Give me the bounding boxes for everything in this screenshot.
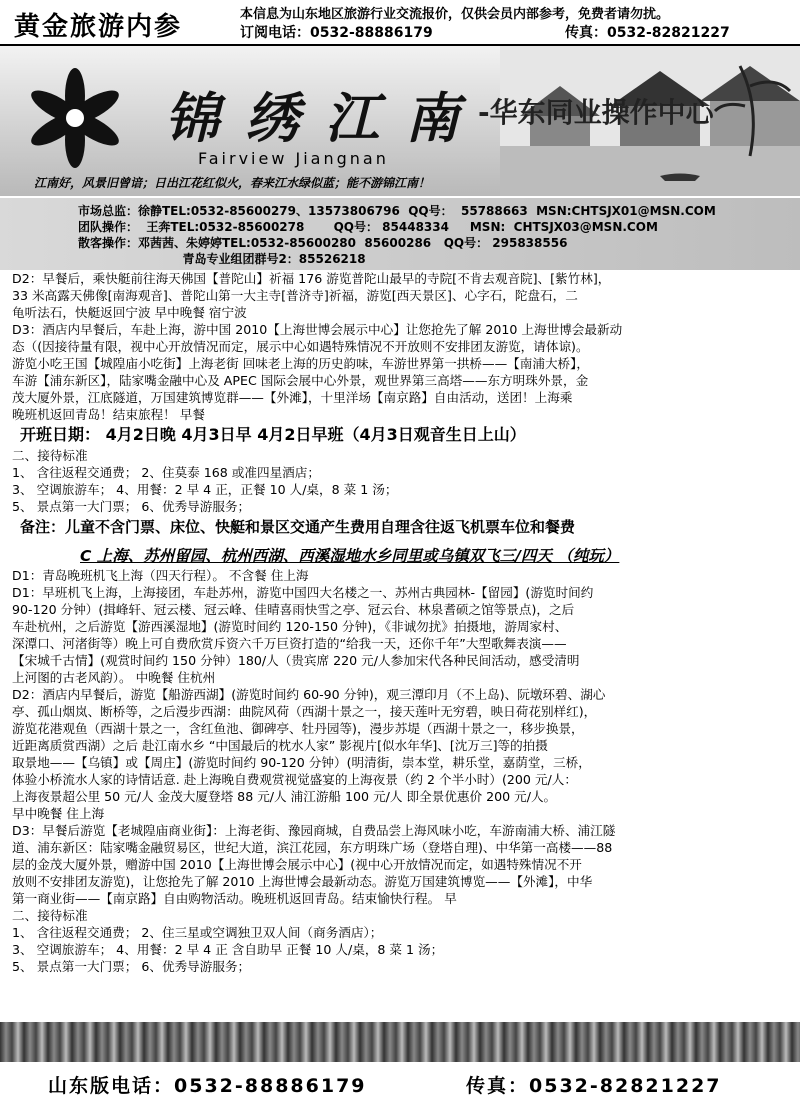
itinerary-line: 90-120 分钟）(揖峰轩、冠云楼、冠云峰、佳晴喜雨快雪之亭、冠云台、林泉耆硕之馆等景点)，之后 — [12, 602, 575, 617]
itinerary-line: 早中晚餐 住上海 — [12, 806, 105, 821]
lotus-logo-icon — [20, 68, 130, 168]
itinerary-line: 车赴杭州，之后游览【游西溪湿地】(游览时间约 120-150 分钟)，《非诚勿扰》拍摄地，游周家村、 — [12, 619, 568, 634]
order-phone: 订阅电话：0532-88886179 — [240, 25, 433, 41]
itinerary-line: 近距离质赏西湖）之后 赴江南水乡 “中国最后的枕水人家” 影视片[似水年华]、[沈万三]等的拍摄 — [12, 738, 548, 753]
itinerary-line: 茂大厦外景，江底隧道，万国建筑博览群——【外滩】，十里洋场【南京路】自由活动，送团！上海乘 — [12, 390, 573, 405]
footer-bar — [0, 1066, 800, 1100]
itinerary-line: D3：早餐后游览【老城隍庙商业街】：上海老街、豫园商城，自费品尝上海风味小吃，车游南浦大桥、浦江隧 — [12, 823, 616, 838]
itinerary-line: 取景地——【乌镇】或【周庄】(游览时间约 90-120 分钟）(明清街，崇本堂，耕乐堂，嘉荫堂，三桥， — [12, 755, 591, 770]
itinerary-line: 体验小桥流水人家的诗情话意. 赴上海晚自费观赏视觉盛宴的上海夜景（约 2 个半小时）(200 元/人： — [12, 772, 577, 787]
itinerary-line: 第一商业街——【南京路】自由购物活动。晚班机返回青岛。结束愉快行程。 早 — [12, 891, 457, 906]
itinerary-line: 上海夜景超公里 50 元/人 金茂大厦登塔 88 元/人 浦江游船 100 元/人 即全景优惠价 200 元/人。 — [12, 789, 557, 804]
itinerary-line: 上河图的古老风韵）。 中晚餐 住杭州 — [12, 670, 216, 685]
brand-banner — [0, 46, 800, 196]
itinerary-line: 游览花港观鱼（西湖十景之一，含红鱼池、御碑亭、牡丹园等)，漫步苏堤（西湖十景之一，移步换景， — [12, 721, 584, 736]
calligraphy-brand-name: 锦绣江南 — [165, 86, 485, 150]
itinerary-line: D1：早班机飞上海，上海接团，车赴苏州，游览中国四大名楼之一、苏州古典园林-【留园】(游览时间约 — [12, 585, 594, 600]
contact-panel — [0, 198, 800, 270]
english-brand-name: Fairview Jiangnan — [198, 149, 389, 168]
header-fax: 传真：0532-82821227 — [565, 25, 730, 41]
brand-title: 黄金旅游内参 — [14, 12, 183, 42]
itinerary-line: 道、浦东新区：陆家嘴金融贸易区，世纪大道，滨江花园，东方明珠广场（登塔自理)、中华第一高楼——88 — [12, 840, 613, 855]
remark-note: 备注：儿童不含门票、床位、快艇和景区交通产生费用自理含往返飞机票车位和餐费 — [20, 518, 576, 536]
itinerary-line: 龟听法石，快艇返回宁波 早中晚餐 宿宁波 — [12, 305, 247, 320]
itinerary-line: 亭、孤山烟岚、断桥等，之后漫步西湖：曲院风荷（西湖十景之一，接天莲叶无穷碧，映日荷花别样红)， — [12, 704, 597, 719]
banner-subtitle: -华东同业操作中心 — [478, 96, 714, 129]
departure-dates: 开班日期： 4月2日晚 4月3日早 4月2日早班（4月3日观音生日上山） — [20, 425, 526, 444]
itinerary-line: D3：酒店内早餐后，车赴上海，游中国 2010【上海世博会展示中心】让您抢先了解 2010 上海世博会最新动 — [12, 322, 623, 337]
footer-phone: 山东版电话：0532-88886179 — [48, 1075, 367, 1097]
itinerary-line: 晚班机返回青岛！结束旅程！ 早餐 — [12, 407, 205, 422]
standards-heading: 二、接待标准 — [12, 448, 88, 463]
itinerary-line: D1：青岛晚班机飞上海（四天行程）。 不含餐 住上海 — [12, 568, 309, 583]
contact-line: 青岛专业组团群号2：85526218 — [78, 252, 366, 266]
itinerary-line: 放则不安排团友游览)，让您抢先了解 2010 上海世博会最新动态。游览万国建筑博览——【外滩】，中华 — [12, 874, 593, 889]
itinerary-line: 33 米高露天佛像[南海观音]、普陀山第一大主寺[普济寺]祈福，游览[西天景区]、心字石，陀盘石，二 — [12, 288, 578, 303]
itinerary-line: 层的金茂大厦外景，赠游中国 2010【上海世博会展示中心】(视中心开放情况而定，如遇特殊情况不开 — [12, 857, 582, 872]
itinerary-line: 态（(因接待量有限，视中心开放情况而定，展示中心如遇特殊情况不开放则不安排团友游览，请体谅)。 — [12, 339, 589, 354]
itinerary-line: 【宋城千古情】(观赏时间约 150 分钟）180/人（贵宾席 220 元/人参加宋代各种民间活动，感受清明 — [12, 653, 580, 668]
standard-item: 3、 空调旅游车； 4、用餐：2 早 4 正 含自助早 正餐 10 人/桌，8 菜 1 汤； — [12, 942, 444, 957]
itinerary-line: 车游【浦东新区】，陆家嘴金融中心及 APEC 国际会展中心外景，观世界第三高塔——东方明珠外景，金 — [12, 373, 589, 388]
itinerary-line: D2：早餐后，乘快艇前往海天佛国【普陀山】祈福 176 游览普陀山最早的寺院[不肯去观音院]、[紫竹林]， — [12, 271, 611, 286]
contact-line: 散客操作：邓茜茜、朱婷婷TEL:0532-85600280 85600286 QQ号： 295838556 — [78, 236, 568, 250]
itinerary-line: D2：酒店内早餐后，游览【船游西湖】(游览时间约 60-90 分钟)，观三潭印月（不上岛)、阮墩环碧、湖心 — [12, 687, 606, 702]
standard-item: 1、 含往返程交通费； 2、住三星或空调独卫双人间（商务酒店）； — [12, 925, 383, 940]
member-notice: 本信息为山东地区旅游行业交流报价，仅供会员内部参考，免费者请勿扰。 — [240, 7, 670, 22]
standard-item: 5、 景点第一大门票； 6、优秀导游服务； — [12, 499, 251, 514]
footer-fax: 传真：0532-82821227 — [466, 1075, 722, 1097]
standards-heading: 二、接待标准 — [12, 908, 88, 923]
decorative-border — [0, 1022, 800, 1062]
top-header-bar — [0, 0, 800, 46]
standard-item: 5、 景点第一大门票； 6、优秀导游服务； — [12, 959, 251, 974]
itinerary-content — [0, 270, 800, 975]
contact-line: 市场总监：徐静TEL:0532-85600279、13573806796 QQ号： 55788663 MSN:CHTSJX01@MSN.COM — [78, 204, 716, 218]
banner-slogan: 江南好，风景旧曾谙；日出江花红似火，春来江水绿似蓝；能不游锦江南！ — [34, 176, 431, 190]
route-c-title: C 上海、苏州留园、杭州西湖、西溪湿地水乡同里或乌镇双飞三/四天 （纯玩） — [80, 547, 620, 565]
contact-line: 团队操作： 王奔TEL:0532-85600278 QQ号： 85448334 MSN: CHTSJX03@MSN.COM — [78, 220, 658, 234]
itinerary-line: 游览小吃王国【城隍庙小吃街】上海老街 回味老上海的历史韵味，车游世界第一拱桥——【南浦大桥】， — [12, 356, 590, 371]
standard-item: 3、 空调旅游车； 4、用餐：2 早 4 正，正餐 10 人/桌，8 菜 1 汤； — [12, 482, 398, 497]
itinerary-line: 深潭口、河渚街等）晚上可自费欣赏斥资六千万巨资打造的“给我一天，还你千年”大型歌舞表演—— — [12, 636, 567, 651]
standard-item: 1、 含往返程交通费； 2、住莫泰 168 或准四星酒店； — [12, 465, 320, 480]
